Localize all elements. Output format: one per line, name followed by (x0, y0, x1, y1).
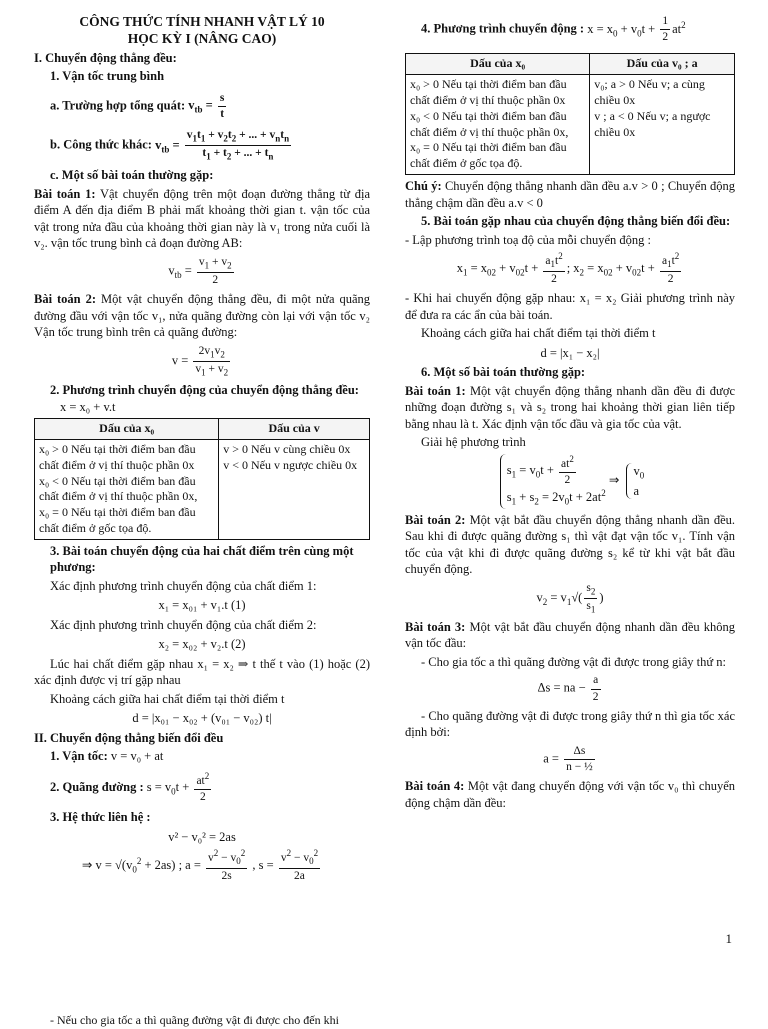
equation: v² − v₀² = 2as (168, 829, 236, 844)
problem-label: Bài toán 2: (405, 512, 466, 527)
table-header: Dấu của x₀ (35, 419, 219, 440)
problem-label: Bài toán 2: (34, 292, 96, 307)
table-header: Dấu của x₀ (406, 54, 590, 75)
formula-coordinates: $x_1 = x_{02} + v_{02}t$ + $\frac{a_1t^2}{2}$ ; $x_2 = x_{02} + v_{02}t$ + $\frac{a_1t^2}{2}$ (456, 251, 680, 286)
subsection-5-heading: 5. Bài toán gặp nhau của chuyển động thẳng biến đổi đều: (421, 214, 731, 229)
paragraph: Khoảng cách giữa hai chất điểm tại thời điểm t (50, 691, 285, 706)
problem-1 (34, 186, 370, 252)
equation: d = |x₁ − x₂| (540, 345, 600, 360)
problem-2 (34, 291, 370, 341)
sign-table-uniform-motion (34, 418, 370, 540)
paragraph: - Lập phương trình toạ độ của mỗi chuyển động : (405, 232, 651, 247)
formula-v2: $v_2 = v_1√$( $\frac{s_2}{s_1}$ ) (536, 581, 604, 614)
problem-label: Bài toán 4: (405, 779, 465, 794)
note-label: Chú ý: (405, 179, 442, 194)
table-cell: x₀ > 0 Nếu tại thời điểm ban đầu chất điểm ở vị thí thuộc phần 0x (39, 441, 196, 472)
section-1-heading: I. Chuyển động thẳng đều: (34, 50, 177, 65)
table-cell: v₀; a > 0 Nếu v; a cùng chiều 0x (594, 77, 705, 107)
formula-problem-1: $v_{tb}$ = $\frac{v_1 + v_2}{2}$ (168, 255, 232, 287)
paragraph: Xác định phương trình chuyển động của chất điểm 2: (50, 617, 317, 632)
subsection-1-1-heading: 1. Vận tốc trung bình (50, 69, 165, 84)
formula-problem-2: v = $\frac{2v_1v_2}{v_1 + v_2}$ (171, 344, 229, 378)
note (405, 178, 735, 211)
problem-r4 (405, 778, 735, 811)
equation: x₂ = x₀₂ + v₂.t (2) (158, 637, 246, 652)
equation-system: $s_1 = v_0t$ + $\frac{at^2}{2}$ $s_1 + s_2 = 2v_0t + 2at^2$ ⇒ $v_0$ a (405, 454, 735, 509)
paragraph: - Khi hai chuyển động gặp nhau: x₁ = x₂ Giải phương trình này để đưa ra các ẩn của bài toán. (405, 291, 735, 322)
subsection-4-heading: 4. Phương trình chuyển động : $x = x_0 + v_0t$ + $\frac{1}{2}$ $at^2$ (421, 15, 686, 44)
subsection-common-problems: c. Một số bài toán thường gặp: (50, 168, 214, 183)
table-cell: x₀ < 0 Nếu tại thời điểm ban đầu chất điểm ở vị thí thuộc phần 0x, (410, 108, 569, 139)
sign-table-accelerated-motion (405, 53, 735, 175)
problem-r2 (405, 512, 735, 578)
problem-label: Bài toán 1: (34, 186, 96, 201)
table-header: Dấu của v (219, 419, 370, 440)
formula-average-velocity-other: b. Công thức khác: $v_{tb}$ = $\frac{v_1t_1 + v_2t_2 + ... + v_nt_n}{t_1 + t_2 + ... + t_n}$ (50, 129, 290, 162)
problem-label: Bài toán 1: (405, 383, 466, 398)
formula-label: a. Trường hợp tổng quát: (50, 98, 186, 113)
formula-average-velocity-general: a. Trường hợp tổng quát: $v_{tb}$ = $\frac{s}{t}$ (50, 91, 225, 120)
problem-label: Bài toán 3: (405, 619, 466, 634)
table-cell: v ; a < 0 Nếu v; a ngược chiều 0x (594, 108, 711, 139)
problem-text: Vật chuyển động trên một đoạn đường thẳng từ địa điểm A đến địa điểm B phải mất khoảng thời gian t. vận tốc của vật trong nửa đầu của khoảng thời gian này là v₁ trong nửa cuối là v₂. vận tốc trung bình cả đoạn đường AB: (34, 186, 370, 251)
doc-title-line1: CÔNG THỨC TÍNH NHANH VẬT LÝ 10 (79, 14, 325, 29)
table-cell: x₀ = 0 Nếu tại thời điểm ban đầu chất điểm ở gốc tọa độ. (39, 505, 196, 536)
problem-text: Một vật đang chuyển động với vận tốc v₀ thì chuyển động chậm dần đều: (405, 779, 735, 810)
formula-velocity: 1. Vận tốc: v = v₀ + at (50, 749, 164, 764)
table-header: Dấu của v₀ ; a (590, 54, 735, 75)
paragraph: Khoảng cách giữa hai chất điểm tại thời điểm t (421, 326, 656, 341)
formula-distance: 2. Quãng đường : $s = v_0t$ + $\frac{at^2}{2}$ (50, 770, 210, 803)
paragraph: - Cho quãng đường vật đi được trong giây thứ n thì gia tốc xác định bởi: (405, 708, 735, 740)
paragraph: Giải hệ phương trình (421, 435, 526, 450)
paragraph: - Cho gia tốc a thì quãng đường vật đi được trong giây thứ n: (421, 654, 727, 669)
doc-title-line2: HỌC KỲ I (NÂNG CAO) (127, 30, 277, 46)
section-2-heading: II. Chuyển động thẳng biến đổi đều (34, 730, 224, 745)
note-text: Chuyển động thẳng nhanh dần đều a.v > 0 ; Chuyển động thẳng chậm dần đều a.v < 0 (405, 179, 736, 210)
equation: x₁ = x₀₁ + v₁.t (1) (158, 598, 246, 613)
table-cell: v > 0 Nếu v cùng chiều 0x (223, 441, 351, 456)
formula-acceleration: a = $\frac{\Delta s}{\text{n − ½}}$ (543, 744, 593, 773)
problem-text: Một vật chuyển động thẳng nhanh dần đều đi được những đoạn đường s₁ và s₂ trong hai khoảng thời gian liên tiếp bằng nhau là t. Xác định vận tốc đầu và gia tốc của vật. (405, 383, 735, 431)
table-cell: v < 0 Nếu v ngược chiều 0x (223, 457, 358, 472)
problem-r1 (405, 383, 735, 433)
paragraph: Xác định phương trình chuyển động của chất điểm 1: (50, 578, 317, 593)
paragraph: Lúc hai chất điểm gặp nhau x₁ = x₂ ⇒ t thế t vào (1) hoặc (2) xác định được vị trí gặp nhau (34, 656, 370, 688)
table-cell: x₀ = 0 Nếu tại thời điểm ban đầu chất điểm ở gốc tọa độ. (410, 140, 567, 171)
problem-r3 (405, 619, 735, 652)
right-column (405, 14, 735, 813)
formula-delta-s: Δs = na − $\frac{a}{2}$ (537, 674, 599, 703)
page-number: 1 (725, 931, 732, 946)
next-page-fragment: - Nếu cho gia tốc a thì quãng đường vật đi được cho đến khi (50, 1013, 339, 1027)
problem-text: Một vật bắt đầu chuyển động thẳng nhanh dần đều. Sau khi đi được quãng đường s₁ thì vật đạt vận tốc v₁. Tính vận tốc của vật khi đi được quãng đường s₂ kể từ khi vật bắt đầu chuyển động. (405, 512, 735, 577)
formula-label: b. Công thức khác: (50, 137, 152, 152)
subsection-6-heading: 6. Một số bài toán thường gặp: (421, 365, 586, 380)
formula-derived: ⇒ $v = √(v_0^2 + 2as)$ ; a = $\frac{v^2 - v_0^2}{2s}$ , s = $\frac{v^2 - v_0^2}{2a}$ (81, 848, 319, 883)
table-cell: x₀ > 0 Nếu tại thời điểm ban đầu chất điểm ở vị thí thuộc phần 0x (410, 77, 567, 107)
equation: d = |x₀₁ − x₀₂ + (v₀₁ − v₀₂) t| (132, 711, 272, 726)
problem-text: Một vật bắt đầu chuyển động nhanh dần đều không vận tốc đầu: (405, 619, 736, 651)
problem-text: Một vật chuyển động thẳng đều, đi một nửa quãng đường đầu với vận tốc v₁, nửa quãng đường còn lại với vận tốc v₂ Vận tốc trung bình trên cả quãng đường: (34, 292, 370, 340)
subsection-1-2-heading: 2. Phương trình chuyển động của chuyển động thẳng đều: x = x₀ + v.t (50, 383, 359, 414)
left-column (34, 14, 370, 887)
subsection-1-3-heading: 3. Bài toán chuyển động của hai chất điểm trên cùng một phương: (50, 543, 354, 575)
formula-relation-heading: 3. Hệ thức liên hệ : (50, 810, 151, 825)
table-cell: x₀ < 0 Nếu tại thời điểm ban đầu chất điểm ở vị thí thuộc phần 0x, (39, 473, 198, 504)
